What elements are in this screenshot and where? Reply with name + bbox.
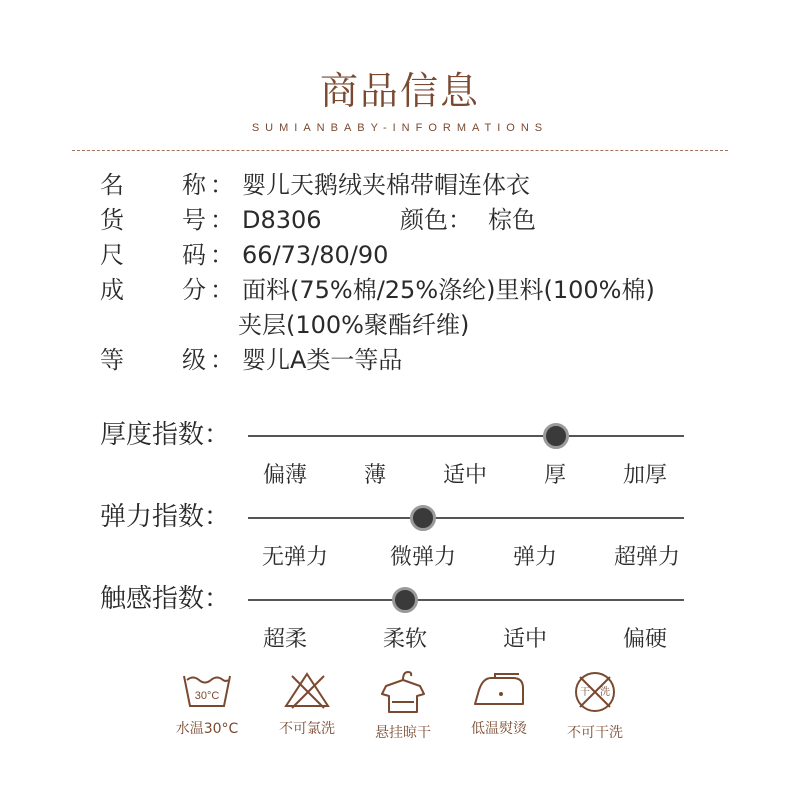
info-value-size: 66/73/80/90 xyxy=(242,241,389,269)
info-label-char: 称 xyxy=(182,171,206,199)
care-item-hang-dry xyxy=(348,668,458,742)
touch-option: 柔软 xyxy=(382,627,427,652)
touch-option: 适中 xyxy=(502,627,547,652)
info-label-char: 成 xyxy=(100,276,124,304)
elasticity-scale-line xyxy=(248,517,684,519)
care-item-low-iron xyxy=(444,668,554,738)
info-value-sku: D8306 xyxy=(242,206,322,234)
no-dryclean-text-right: 洗 xyxy=(600,687,610,698)
info-label-char: 分 xyxy=(182,276,206,304)
touch-index-label: 触感指数： xyxy=(100,584,231,614)
info-label-char: 货 xyxy=(100,206,124,234)
info-label-char: 号 xyxy=(182,206,206,234)
info-label-char: 级 xyxy=(182,346,206,374)
no-dryclean-icon xyxy=(568,668,622,716)
no-dryclean-text-left: 干 xyxy=(580,687,590,698)
hang-dry-icon xyxy=(376,668,430,716)
elasticity-index-label: 弹力指数： xyxy=(100,502,231,532)
page-subtitle: SUMIANBABY-INFORMATIONS xyxy=(251,122,549,134)
care-label: 不可氯洗 xyxy=(279,721,335,737)
thickness-scale-knob[interactable] xyxy=(543,423,569,449)
touch-scale-knob[interactable] xyxy=(392,587,418,613)
elasticity-option: 弹力 xyxy=(512,545,557,570)
no-bleach-icon xyxy=(280,668,334,712)
info-colon: ： xyxy=(210,276,234,304)
care-label: 水温30°C xyxy=(175,721,239,737)
thickness-index-label: 厚度指数： xyxy=(100,420,231,450)
info-value-material-line2: 夹层(100%聚酯纤维) xyxy=(238,311,470,339)
page-title: 商品信息 xyxy=(319,69,480,113)
dashed-divider xyxy=(72,150,728,151)
wash-temp-text: 30°C xyxy=(194,690,220,702)
thickness-option: 厚 xyxy=(543,463,566,488)
thickness-scale-line xyxy=(248,435,684,437)
info-label-char: 名 xyxy=(100,171,124,199)
info-value-color: 棕色 xyxy=(488,206,536,234)
info-colon: ： xyxy=(210,171,234,199)
thickness-option: 适中 xyxy=(442,463,487,488)
elasticity-scale-knob[interactable] xyxy=(410,505,436,531)
info-colon: ： xyxy=(210,206,234,234)
touch-scale-line xyxy=(248,599,684,601)
care-label: 不可干洗 xyxy=(567,725,623,741)
elasticity-option: 微弹力 xyxy=(389,545,456,570)
touch-option: 超柔 xyxy=(262,627,307,652)
info-label-char: 尺 xyxy=(100,241,124,269)
info-label-color: 颜色： xyxy=(400,206,472,234)
care-item-no-bleach xyxy=(252,668,362,738)
elasticity-option: 超弹力 xyxy=(613,545,680,570)
touch-option: 偏硬 xyxy=(622,627,667,652)
info-colon: ： xyxy=(210,346,234,374)
info-label-char: 等 xyxy=(100,346,124,374)
care-item-wash xyxy=(152,668,262,738)
thickness-option: 加厚 xyxy=(622,463,667,488)
info-value-grade: 婴儿A类一等品 xyxy=(242,346,403,374)
info-value-name: 婴儿天鹅绒夹棉带帽连体衣 xyxy=(242,171,530,199)
info-colon: ： xyxy=(210,241,234,269)
elasticity-option: 无弹力 xyxy=(261,545,328,570)
care-label: 悬挂晾干 xyxy=(375,725,431,741)
wash-30-icon xyxy=(180,668,234,712)
low-iron-icon xyxy=(469,668,529,712)
care-item-no-dryclean xyxy=(540,668,650,742)
thickness-option: 偏薄 xyxy=(262,463,307,488)
info-value-material: 面料(75%棉/25%涤纶)里料(100%棉) xyxy=(242,276,655,304)
care-label: 低温熨烫 xyxy=(471,721,527,737)
thickness-option: 薄 xyxy=(363,463,386,488)
info-label-char: 码 xyxy=(182,241,206,269)
